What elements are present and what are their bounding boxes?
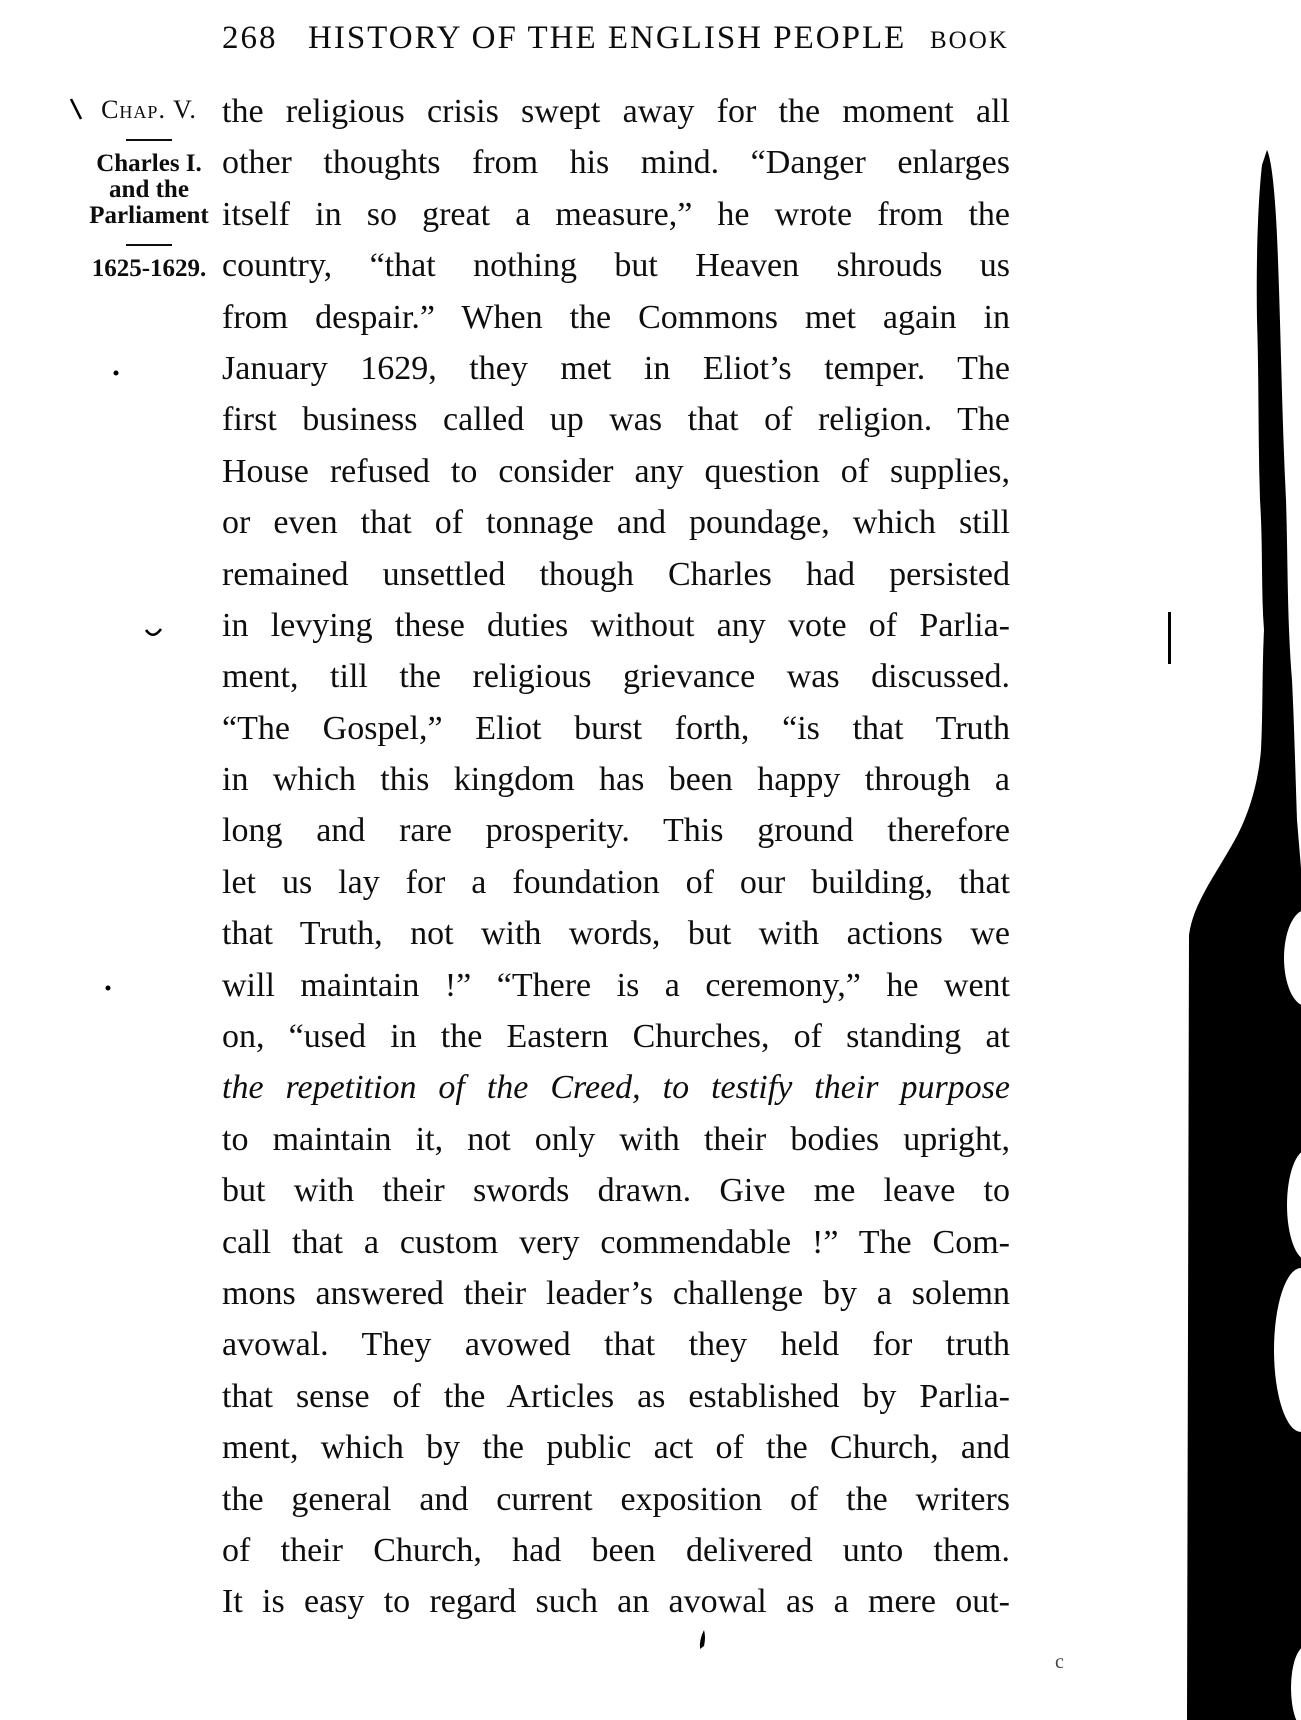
body-line: country, “that nothing but Heaven shrouds us <box>222 247 1010 285</box>
body-line: to maintain it, not only with their bodies upright, <box>222 1120 1010 1158</box>
sidenote-subject-line: and the <box>109 176 189 203</box>
body-line: first business called up was that of religion. The <box>222 401 1010 439</box>
sidenote-dates: 1625-1629. <box>91 255 207 282</box>
ink-speck <box>146 629 161 635</box>
sidenote-chapter: Chap. V. <box>101 95 197 124</box>
body-line: that Truth, not with words, but with actions we <box>222 915 1010 953</box>
body-line: ment, which by the public act of the Church, and <box>222 1429 1010 1467</box>
body-line: January 1629, they met in Eliot’s temper. The <box>222 349 1010 387</box>
blob-notch <box>1287 1150 1301 1260</box>
body-line: the general and current exposition of the writers <box>222 1480 1010 1518</box>
sidenote-divider <box>126 139 172 141</box>
body-line: of their Church, had been delivered unto them. <box>222 1531 1010 1569</box>
blob-notch <box>1291 1646 1301 1720</box>
scan-hairline <box>1168 612 1171 664</box>
ink-speck <box>106 986 111 991</box>
body-line: will maintain !” “There is a ceremony,” he went <box>222 966 1010 1004</box>
body-line: in levying these duties without any vote of Parlia- <box>222 606 1010 644</box>
body-line: the religious crisis swept away for the moment all <box>222 93 1010 130</box>
sidenote-subject-line: Parliament <box>89 202 209 229</box>
ink-speck: c <box>1055 1651 1064 1673</box>
page-title: HISTORY OF THE ENGLISH PEOPLE <box>308 20 907 56</box>
scan-artifact-blob <box>1187 150 1301 1720</box>
header-book-label: BOOK <box>930 27 1009 54</box>
body-text <box>222 86 1010 1628</box>
body-line: or even that of tonnage and poundage, which still <box>222 504 1010 542</box>
body-line: itself in so great a measure,” he wrote from the <box>222 195 1010 233</box>
ink-speck <box>114 371 119 376</box>
body-line: that sense of the Articles as established by Parlia- <box>222 1377 1010 1415</box>
body-line: let us lay for a foundation of our building, that <box>222 863 1010 901</box>
body-line: House refused to consider any question of supplies, <box>222 452 1010 490</box>
body-line: on, “used in the Eastern Churches, of standing at <box>222 1018 1010 1056</box>
sidenote-divider <box>126 244 172 246</box>
body-line: avowal. They avowed that they held for truth <box>222 1326 1010 1364</box>
body-line: remained unsettled though Charles had persisted <box>222 555 1010 593</box>
body-line: the repetition of the Creed, to testify their purpose <box>222 1069 1010 1107</box>
body-line: other thoughts from his mind. “Danger enlarges <box>222 144 1010 182</box>
margin-sidenotes <box>64 96 234 282</box>
page-number: 268 <box>222 20 278 56</box>
body-line: in which this kingdom has been happy through a <box>222 761 1010 799</box>
body-line: call that a custom very commendable !” The Com- <box>222 1223 1010 1261</box>
body-line: ment, till the religious grievance was discussed. <box>222 658 1010 696</box>
sidenote-subject-line: Charles I. <box>96 150 202 177</box>
body-line: from despair.” When the Commons met again in <box>222 298 1010 336</box>
body-line: “The Gospel,” Eliot burst forth, “is that Truth <box>222 709 1010 747</box>
blob-notch <box>1274 1268 1301 1432</box>
body-line: mons answered their leader’s challenge by a solemn <box>222 1274 1010 1312</box>
ink-speck <box>700 1630 705 1649</box>
body-line: It is easy to regard such an avowal as a mere out- <box>222 1583 1010 1621</box>
blob-notch <box>1284 910 1301 1006</box>
body-line: but with their swords drawn. Give me leave to <box>222 1172 1010 1210</box>
body-line: long and rare prosperity. This ground therefore <box>222 812 1010 850</box>
